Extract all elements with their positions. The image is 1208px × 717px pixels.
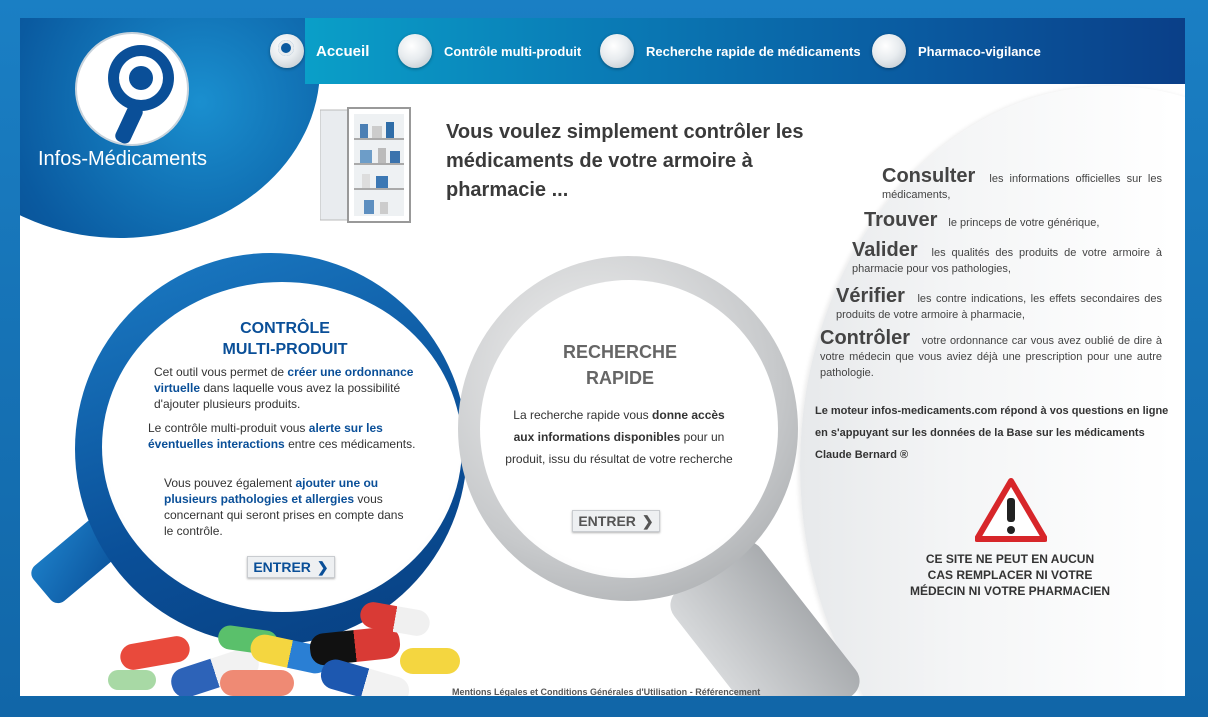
- text: Le contrôle multi-produit vous: [148, 421, 306, 435]
- bubble-icon: [398, 34, 432, 68]
- text: pour un produit, issu du résultat de votre recherche: [505, 430, 733, 466]
- nav-controle-multi-label: Contrôle multi-produit: [444, 43, 582, 59]
- warning-icon: [975, 478, 1047, 542]
- button-label: ENTRER: [578, 513, 636, 529]
- text: Vous pouvez également: [164, 476, 293, 490]
- text: dans laquelle vous avez la possibilité d'ajouter plusieurs produits.: [154, 381, 401, 411]
- legal-link[interactable]: Mentions Légales et Conditions Générales d'Utilisation: [452, 687, 688, 696]
- multi-produit-p3: [164, 475, 404, 539]
- referencement-link[interactable]: Référencement: [695, 687, 761, 696]
- footer: [452, 687, 760, 696]
- chevron-right-icon: ❯: [316, 558, 329, 575]
- verb-text: les qualités des produits de votre armoire à pharmacie pour vos pathologies,: [852, 247, 1162, 275]
- headline: Vous voulez simplement contrôler les médicaments de votre armoire à pharmacie ...: [446, 121, 804, 201]
- separator: -: [689, 687, 693, 696]
- disclaimer: [900, 551, 1120, 599]
- title-line: MULTI-PRODUIT: [222, 341, 348, 358]
- text: La recherche rapide vous: [513, 408, 649, 422]
- highlight: alerte sur les éventuelles interactions: [148, 421, 383, 451]
- multi-produit-p2: [148, 420, 424, 452]
- medicine-cabinet-icon: [320, 106, 412, 224]
- verb-label: Valider: [852, 239, 918, 261]
- verb-text: votre ordonnance car vous avez oublié de dire à votre médecin que vous aviez déjà une prescription pour une autre pathologie.: [820, 335, 1162, 379]
- nav-pharmaco[interactable]: [872, 32, 1041, 70]
- recherche-rapide-text: [502, 404, 736, 470]
- verb-controler: [820, 327, 1162, 381]
- disclaimer-line: CAS REMPLACER NI VOTRE: [927, 568, 1093, 582]
- title-line: RECHERCHE: [562, 342, 677, 362]
- verb-label: Contrôler: [820, 327, 910, 349]
- multi-produit-title: [170, 318, 400, 360]
- verb-verifier: [836, 285, 1162, 323]
- button-label: ENTRER: [253, 559, 311, 575]
- highlight: créer une ordonnance virtuelle: [154, 365, 414, 395]
- title-line: RAPIDE: [585, 368, 654, 388]
- verb-consulter: [882, 165, 1162, 203]
- verb-label: Consulter: [882, 165, 976, 187]
- chevron-right-icon: ❯: [641, 512, 654, 529]
- text: entre ces médicaments.: [288, 437, 416, 451]
- text: Cet outil vous permet de: [154, 365, 285, 379]
- engine-description: Le moteur infos-medicaments.com répond à vos questions en ligne en s'appuyant sur les données de la Base sur les médicaments Claude Bernard ®: [815, 405, 1169, 461]
- brand-name[interactable]: Infos-Médicaments: [38, 148, 207, 170]
- text: vous concernant qui seront prises en compte dans le contrôle.: [164, 492, 404, 538]
- multi-produit-enter-button[interactable]: [247, 556, 335, 578]
- verb-label: Vérifier: [836, 285, 905, 307]
- highlight: donne accès aux informations disponibles: [513, 408, 725, 444]
- nav-pharmaco-label: Pharmaco-vigilance: [918, 43, 1041, 59]
- recherche-rapide-enter-button[interactable]: [572, 510, 660, 532]
- verb-text: les informations officielles sur les médicaments,: [882, 173, 1162, 201]
- disclaimer-line: CE SITE NE PEUT EN AUCUN: [925, 552, 1095, 566]
- recherche-rapide-title: [520, 339, 720, 391]
- title-line: CONTRÔLE: [240, 320, 330, 337]
- logo-magnifier-icon[interactable]: [75, 32, 190, 147]
- verb-text: le princeps de votre générique,: [948, 217, 1100, 229]
- bubble-icon: [872, 34, 906, 68]
- nav-controle-multi[interactable]: [398, 32, 581, 70]
- page-frame: [20, 18, 1185, 696]
- nav-accueil-label: Accueil: [316, 42, 370, 60]
- nav-recherche-rapide[interactable]: [600, 32, 861, 70]
- nav-recherche-rapide-label: Recherche rapide de médicaments: [646, 43, 861, 59]
- verb-text: les contre indications, les effets secondaires des produits de votre armoire à pharmacie,: [836, 293, 1162, 321]
- bubble-icon: [600, 34, 634, 68]
- multi-produit-p1: [154, 364, 424, 412]
- disclaimer-line: MÉDECIN NI VOTRE PHARMACIEN: [909, 584, 1110, 598]
- verb-label: Trouver: [864, 209, 938, 231]
- home-bubble-icon: [270, 34, 304, 68]
- verb-valider: [852, 239, 1162, 277]
- highlight: ajouter une ou plusieurs pathologies et allergies: [164, 476, 379, 506]
- nav-accueil[interactable]: [270, 32, 369, 70]
- verb-trouver: [864, 209, 1162, 231]
